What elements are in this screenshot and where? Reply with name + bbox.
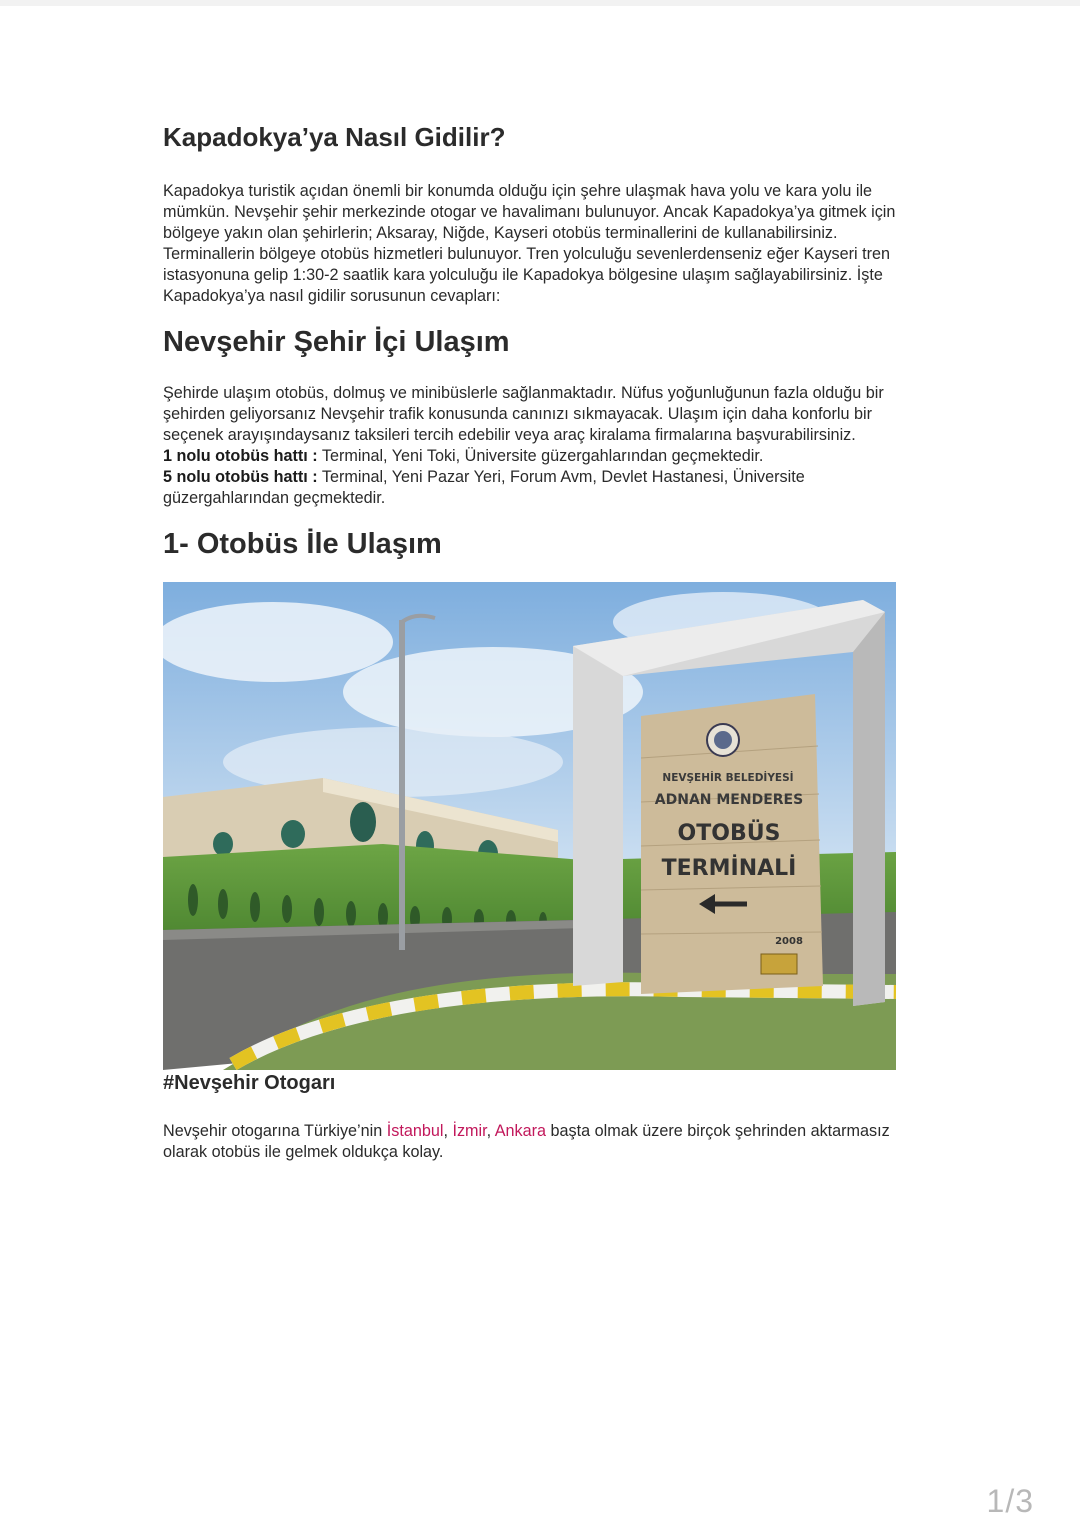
bus-terminal-photo — [163, 582, 896, 1070]
intro-paragraph: Kapadokya turistik açıdan önemli bir konumda olduğu için şehre ulaşmak hava yolu ve kara yolu ile mümkün. Nevşehir şehir merkezinde otogar ve havalimanı bulunuyor. Ancak Kapadokya’ya gitmek için bölgeye yakın olan şehirlerin; Aksaray, Niğde, Kayseri otobüs terminallerini de kullanabilirsiniz. Terminallerin bölgeye otobüs hizmetleri bulunuyor. Tren yolculuğu sevenlerdenseniz eğer Kayseri tren istasyonuna gelip 1:30-2 saatlik kara yolculuğu ile Kapadokya bölgesine ulaşım sağlayabilirsiniz. İşte Kapadokya’ya nasıl gidilir sorusunun cevapları: — [163, 182, 896, 305]
link-izmir[interactable]: İzmir — [452, 1122, 487, 1140]
otogar-text-prefix: Nevşehir otogarına Türkiye’nin — [163, 1122, 387, 1140]
section-heading-bus: 1- Otobüs İle Ulaşım — [163, 528, 442, 560]
sign-text-otobus: OTOBÜS — [677, 821, 781, 846]
city-transport-body: Şehirde ulaşım otobüs, dolmuş ve minibüslerle sağlanmaktadır. Nüfus yoğunluğunun fazla olduğu bir şehirden geliyorsanız Nevşehir trafik konusunda canınızı sıkmayacak. Ulaşım için daha konforlu bir seçenek arayışındaysanız taksileri tercih edebilir veya araç kiralama firmalarına başvurabilirsiniz. — [163, 384, 884, 444]
bus-line-5-label: 5 nolu otobüs hattı : — [163, 468, 318, 486]
separator: , — [443, 1122, 453, 1140]
page-indicator: 1/3 — [986, 1483, 1034, 1519]
sign-text-municipality: NEVŞEHİR BELEDİYESİ — [662, 772, 794, 784]
link-ankara[interactable]: Ankara — [494, 1122, 547, 1140]
otogar-paragraph — [163, 1121, 915, 1163]
sign-text-terminali: TERMİNALİ — [661, 856, 797, 881]
page-title: Kapadokya’ya Nasıl Gidilir? — [163, 122, 506, 152]
bus-line-1-route: Terminal, Yeni Toki, Üniversite güzergahlarından geçmektedir. — [317, 447, 764, 465]
photo-caption: #Nevşehir Otogarı — [163, 1072, 336, 1094]
bus-terminal-illustration — [163, 582, 896, 1070]
top-edge — [0, 0, 1080, 6]
separator: , — [486, 1122, 495, 1140]
otogar-text-suffix: başta olmak üzere birçok şehrinden aktarmasız olarak otobüs ile gelmek oldukça kolay. — [163, 1122, 890, 1161]
bus-line-5-route: Terminal, Yeni Pazar Yeri, Forum Avm, Devlet Hastanesi, Üniversite güzergahlarından geçmektedir. — [163, 468, 805, 507]
city-transport-paragraph — [163, 383, 915, 509]
bus-line-1-label: 1 nolu otobüs hattı : — [163, 447, 318, 465]
section-heading-city-transport: Nevşehir Şehir İçi Ulaşım — [163, 326, 510, 358]
sign-text-year: 2008 — [775, 936, 803, 947]
sign-text-name: ADNAN MENDERES — [654, 792, 804, 808]
link-istanbul[interactable]: İstanbul — [386, 1122, 444, 1140]
